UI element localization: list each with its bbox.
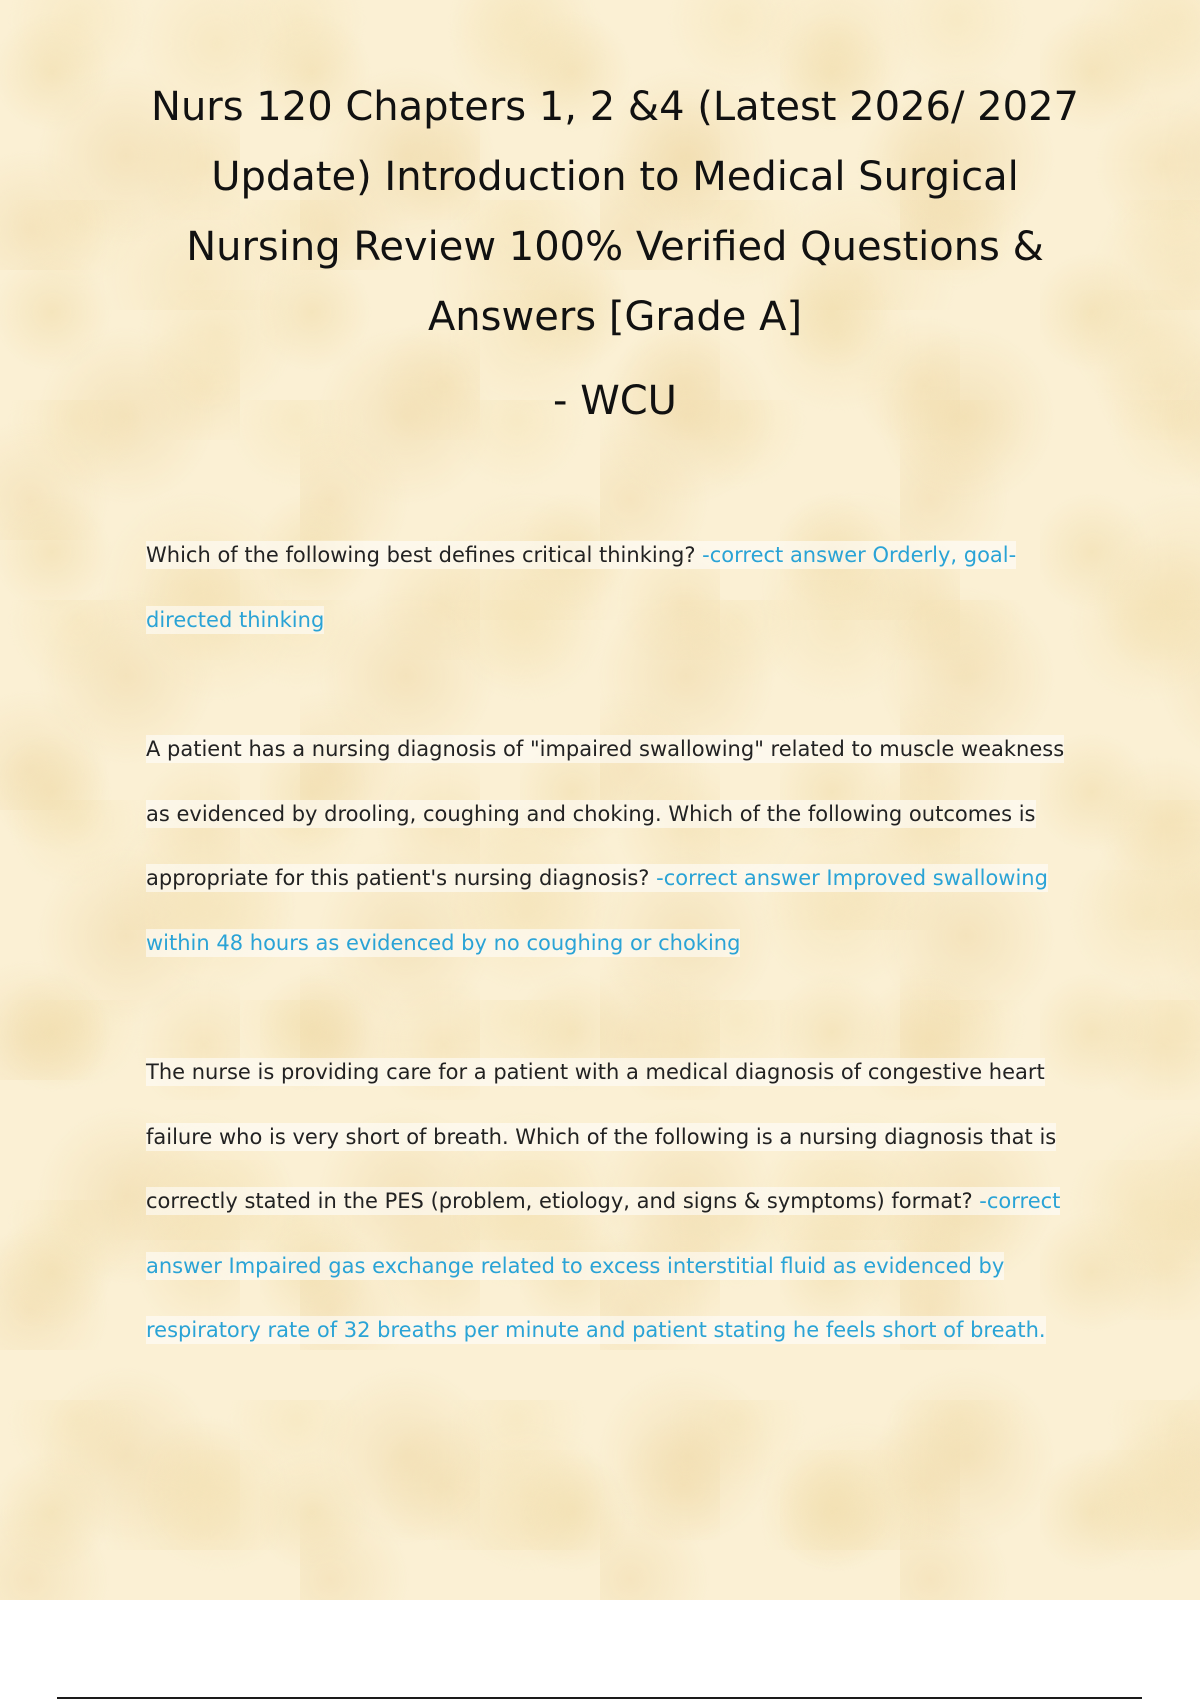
question-text: The nurse is providing care for a patient with a medical diagnosis of congestive heart failure who is very short of breath. Which of the following is a nursing diagnosis that is correctly stated in the PES (problem, etiology, and signs & symptoms) format? (146, 1060, 1057, 1213)
answer-text: -correct answer Orderly, goal-directed thinking (146, 543, 1017, 632)
question-text: Which of the following best defines critical thinking? (146, 543, 703, 567)
qa-item (146, 1040, 1080, 1363)
qa-item (146, 717, 1080, 975)
answer-text: -correct answer Improved swallowing within 48 hours as evidenced by no coughing or choking (146, 866, 1048, 955)
footer-divider (57, 1697, 1142, 1699)
qa-item (146, 523, 1080, 652)
document-title-suffix: - WCU (553, 378, 677, 424)
answer-text: -correct answer Impaired gas exchange related to excess interstitial fluid as evidenced by respiratory rate of 32 breaths per minute and patient stating he feels short of breath. (146, 1189, 1061, 1342)
document-title: Nurs 120 Chapters 1, 2 &4 (Latest 2026/ 2027 Update) Introduction to Medical Surgical Nursing Review 100% Verified Questions & Answers [Grade A] (151, 84, 1079, 340)
question-text: A patient has a nursing diagnosis of "impaired swallowing" related to muscle weakness as evidenced by drooling, coughing and choking. Which of the following outcomes is appropriate for this patient's nursing diagnosis? (146, 737, 1065, 890)
